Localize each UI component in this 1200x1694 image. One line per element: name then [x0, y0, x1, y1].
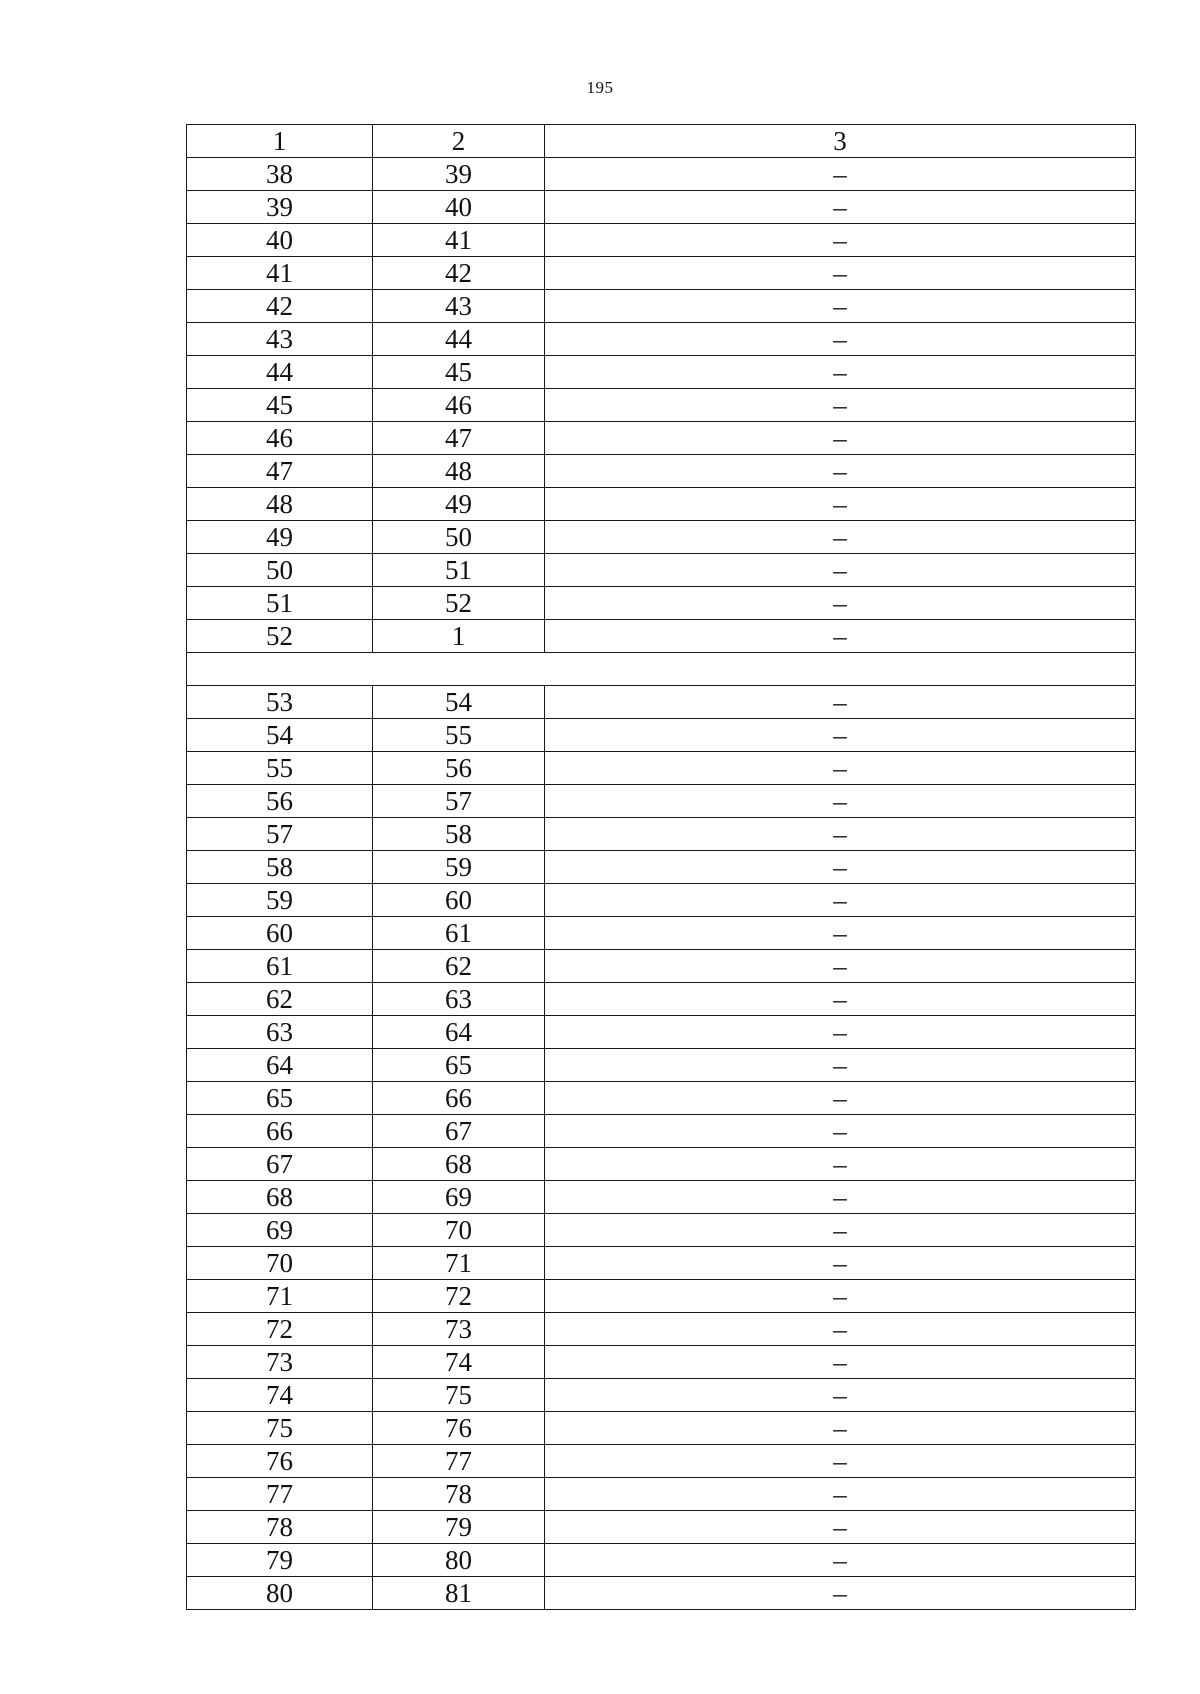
table-cell: 64: [373, 1016, 545, 1049]
table-row: [187, 1445, 1136, 1478]
table-cell: 75: [187, 1412, 373, 1445]
table-cell: –: [545, 686, 1136, 719]
table-cell: 74: [187, 1379, 373, 1412]
table-cell: 45: [187, 389, 373, 422]
table-cell: –: [545, 1148, 1136, 1181]
table-cell: –: [545, 257, 1136, 290]
table-row: [187, 719, 1136, 752]
column-header: 3: [545, 125, 1136, 158]
table-row: [187, 455, 1136, 488]
table-cell: 55: [187, 752, 373, 785]
table-cell: 72: [373, 1280, 545, 1313]
table-row: [187, 1247, 1136, 1280]
table-cell: –: [545, 158, 1136, 191]
table-cell: 62: [373, 950, 545, 983]
separator-cell: [187, 653, 1136, 686]
section-separator-row: [187, 653, 1136, 686]
table-row: [187, 356, 1136, 389]
table-cell: –: [545, 1082, 1136, 1115]
table-header-row: [187, 125, 1136, 158]
table-cell: 63: [373, 983, 545, 1016]
table-row: [187, 1412, 1136, 1445]
table-cell: 63: [187, 1016, 373, 1049]
table-cell: –: [545, 719, 1136, 752]
table-cell: –: [545, 1478, 1136, 1511]
table-cell: 69: [187, 1214, 373, 1247]
table-cell: 57: [373, 785, 545, 818]
table-cell: 53: [187, 686, 373, 719]
table-cell: 64: [187, 1049, 373, 1082]
table-cell: –: [545, 356, 1136, 389]
table-row: [187, 554, 1136, 587]
table-cell: –: [545, 191, 1136, 224]
table-cell: –: [545, 1016, 1136, 1049]
table-row: [187, 1049, 1136, 1082]
table-cell: –: [545, 1511, 1136, 1544]
table-cell: –: [545, 1247, 1136, 1280]
table-cell: 51: [187, 587, 373, 620]
table-cell: –: [545, 1412, 1136, 1445]
table-row: [187, 521, 1136, 554]
table-cell: 44: [187, 356, 373, 389]
table-cell: –: [545, 1280, 1136, 1313]
table-row: [187, 1148, 1136, 1181]
table-cell: 74: [373, 1346, 545, 1379]
table-cell: 43: [187, 323, 373, 356]
table-cell: 41: [187, 257, 373, 290]
table-cell: –: [545, 389, 1136, 422]
table-cell: 41: [373, 224, 545, 257]
table-cell: 75: [373, 1379, 545, 1412]
table-body: [187, 125, 1136, 1610]
table-cell: 77: [187, 1478, 373, 1511]
table-cell: 43: [373, 290, 545, 323]
table-cell: 47: [187, 455, 373, 488]
table-cell: –: [545, 752, 1136, 785]
table-cell: 61: [187, 950, 373, 983]
table-cell: 62: [187, 983, 373, 1016]
table-row: [187, 1181, 1136, 1214]
table-row: [187, 1115, 1136, 1148]
table-cell: –: [545, 884, 1136, 917]
table-cell: 39: [373, 158, 545, 191]
table-cell: 73: [373, 1313, 545, 1346]
table-cell: 73: [187, 1346, 373, 1379]
table-cell: 40: [187, 224, 373, 257]
table-cell: –: [545, 950, 1136, 983]
table-cell: 71: [373, 1247, 545, 1280]
table-cell: –: [545, 785, 1136, 818]
table-row: [187, 389, 1136, 422]
data-table: [186, 124, 1136, 1610]
table-cell: 67: [187, 1148, 373, 1181]
table-cell: –: [545, 422, 1136, 455]
table-cell: –: [545, 851, 1136, 884]
table-cell: 51: [373, 554, 545, 587]
table-cell: 46: [187, 422, 373, 455]
table-cell: 78: [373, 1478, 545, 1511]
table-row: [187, 1577, 1136, 1610]
table-cell: 71: [187, 1280, 373, 1313]
table-cell: 59: [187, 884, 373, 917]
table-cell: 52: [187, 620, 373, 653]
table-cell: 44: [373, 323, 545, 356]
table-cell: 49: [373, 488, 545, 521]
table-cell: –: [545, 1445, 1136, 1478]
table-cell: 45: [373, 356, 545, 389]
table-cell: –: [545, 521, 1136, 554]
table-cell: 69: [373, 1181, 545, 1214]
table-cell: –: [545, 1049, 1136, 1082]
table-cell: 66: [187, 1115, 373, 1148]
table-cell: –: [545, 323, 1136, 356]
table-cell: 67: [373, 1115, 545, 1148]
table-cell: 42: [187, 290, 373, 323]
table-row: [187, 851, 1136, 884]
table-cell: 57: [187, 818, 373, 851]
table-row: [187, 785, 1136, 818]
table-cell: –: [545, 1577, 1136, 1610]
table-cell: 81: [373, 1577, 545, 1610]
table-cell: 49: [187, 521, 373, 554]
table-cell: 58: [373, 818, 545, 851]
table-cell: 77: [373, 1445, 545, 1478]
table-row: [187, 983, 1136, 1016]
table-cell: 68: [187, 1181, 373, 1214]
table-cell: –: [545, 1214, 1136, 1247]
table-row: [187, 257, 1136, 290]
table-cell: –: [545, 1181, 1136, 1214]
table-cell: –: [545, 818, 1136, 851]
table-cell: 61: [373, 917, 545, 950]
table-cell: 65: [373, 1049, 545, 1082]
table-cell: –: [545, 488, 1136, 521]
table-row: [187, 818, 1136, 851]
table-row: [187, 1313, 1136, 1346]
table-row: [187, 422, 1136, 455]
column-header: 1: [187, 125, 373, 158]
table-cell: 48: [373, 455, 545, 488]
table-cell: 46: [373, 389, 545, 422]
table-row: [187, 1280, 1136, 1313]
table-row: [187, 686, 1136, 719]
table-row: [187, 752, 1136, 785]
table-cell: 79: [187, 1544, 373, 1577]
table-row: [187, 1082, 1136, 1115]
table-cell: 59: [373, 851, 545, 884]
table-cell: 72: [187, 1313, 373, 1346]
table-cell: –: [545, 224, 1136, 257]
table-row: [187, 587, 1136, 620]
table-cell: 65: [187, 1082, 373, 1115]
table-cell: 50: [373, 521, 545, 554]
table-row: [187, 224, 1136, 257]
table-row: [187, 1379, 1136, 1412]
table-cell: –: [545, 917, 1136, 950]
table-cell: 60: [187, 917, 373, 950]
table-cell: 78: [187, 1511, 373, 1544]
table-cell: –: [545, 455, 1136, 488]
table-cell: 39: [187, 191, 373, 224]
table-cell: 40: [373, 191, 545, 224]
table-cell: 42: [373, 257, 545, 290]
table-row: [187, 917, 1136, 950]
table-cell: 58: [187, 851, 373, 884]
table-cell: –: [545, 983, 1136, 1016]
table-cell: 56: [373, 752, 545, 785]
page-number: 195: [586, 78, 614, 97]
table-row: [187, 1346, 1136, 1379]
table-cell: 54: [187, 719, 373, 752]
table-cell: 70: [373, 1214, 545, 1247]
table-row: [187, 1544, 1136, 1577]
table-cell: 47: [373, 422, 545, 455]
table-cell: 54: [373, 686, 545, 719]
table-cell: 60: [373, 884, 545, 917]
table-cell: –: [545, 587, 1136, 620]
table-cell: –: [545, 290, 1136, 323]
table-cell: 76: [187, 1445, 373, 1478]
table-cell: 80: [187, 1577, 373, 1610]
table-cell: 76: [373, 1412, 545, 1445]
table-row: [187, 191, 1136, 224]
table-row: [187, 158, 1136, 191]
table-row: [187, 1478, 1136, 1511]
table-cell: 50: [187, 554, 373, 587]
table-cell: 55: [373, 719, 545, 752]
table-row: [187, 290, 1136, 323]
table-cell: 66: [373, 1082, 545, 1115]
table-row: [187, 1511, 1136, 1544]
table-cell: –: [545, 1544, 1136, 1577]
table-cell: –: [545, 1379, 1136, 1412]
table-cell: 48: [187, 488, 373, 521]
table-row: [187, 1214, 1136, 1247]
table-cell: 52: [373, 587, 545, 620]
table-cell: –: [545, 620, 1136, 653]
table-cell: 80: [373, 1544, 545, 1577]
table-row: [187, 488, 1136, 521]
column-header: 2: [373, 125, 545, 158]
table-row: [187, 884, 1136, 917]
table-cell: 38: [187, 158, 373, 191]
table-row: [187, 323, 1136, 356]
table-cell: –: [545, 1346, 1136, 1379]
table-row: [187, 620, 1136, 653]
table-cell: 56: [187, 785, 373, 818]
table-cell: –: [545, 554, 1136, 587]
table-cell: –: [545, 1115, 1136, 1148]
table-row: [187, 1016, 1136, 1049]
table-cell: 79: [373, 1511, 545, 1544]
table-cell: –: [545, 1313, 1136, 1346]
table-cell: 70: [187, 1247, 373, 1280]
table-row: [187, 950, 1136, 983]
table-cell: 1: [373, 620, 545, 653]
table-cell: 68: [373, 1148, 545, 1181]
